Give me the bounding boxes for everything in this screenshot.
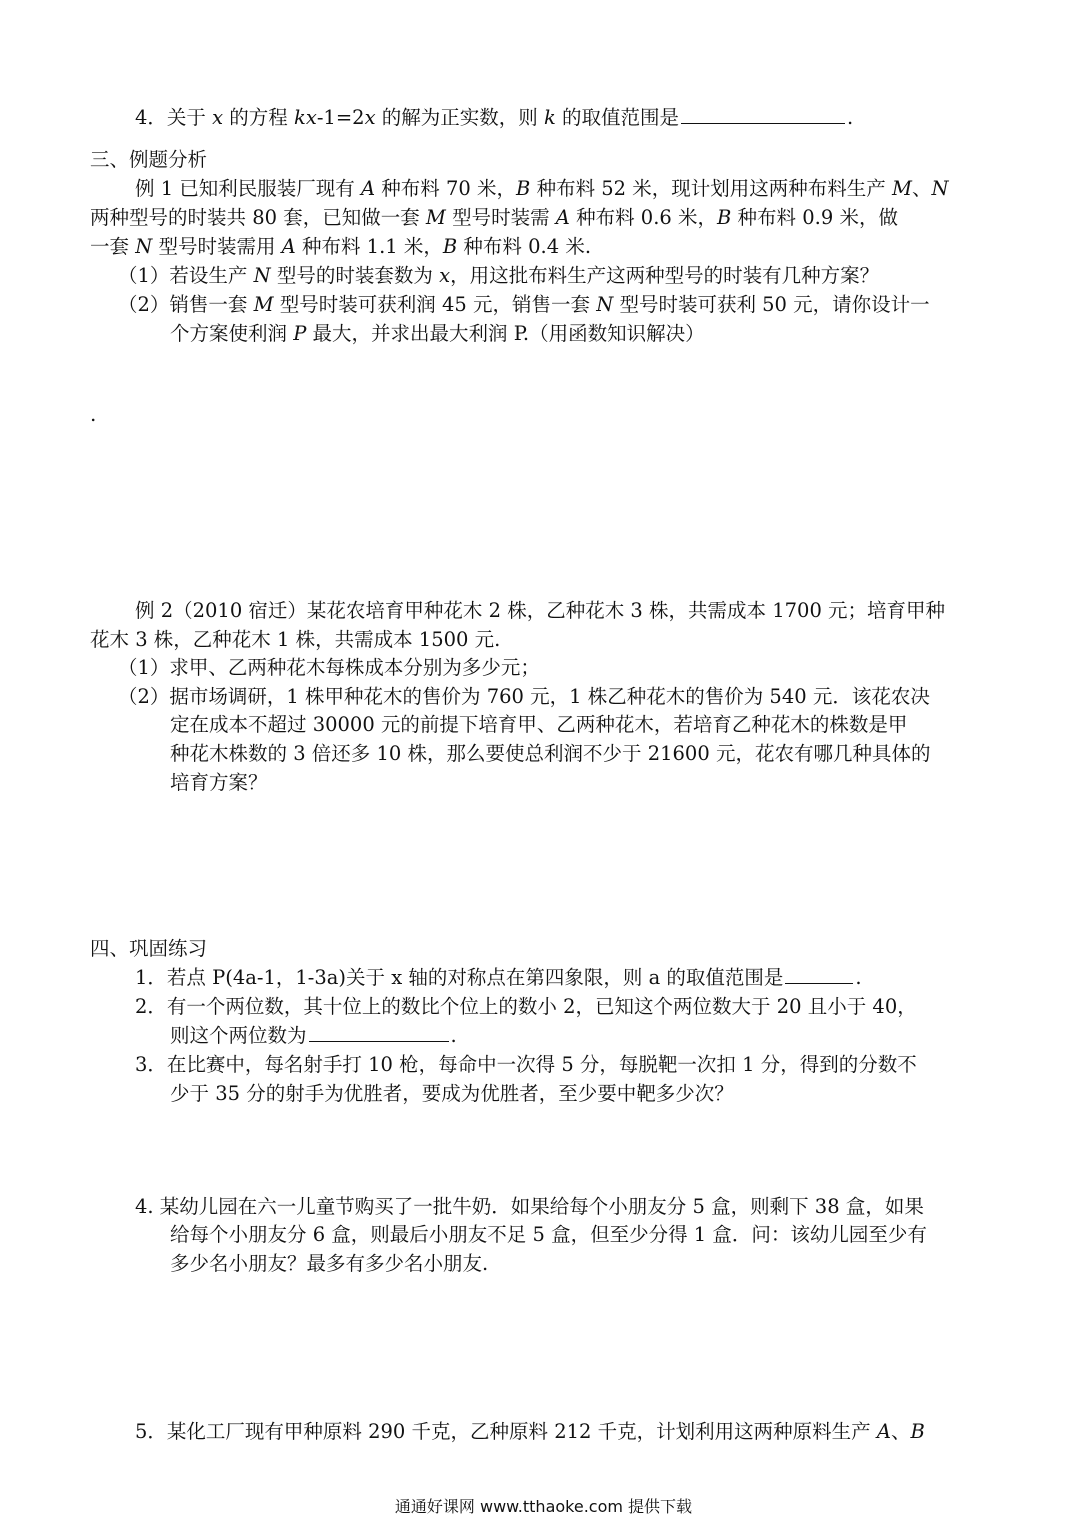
stray-dot: . <box>90 402 97 426</box>
var: B <box>717 206 732 229</box>
var-kx: kx <box>294 106 317 129</box>
text: 型号时装可获利 50 元，请你设计一 <box>613 293 930 316</box>
text: 则这个两位数为 <box>170 1024 307 1047</box>
text: 两种型号的时装共 80 套，已知做一套 <box>90 206 426 229</box>
var-x: x <box>364 106 376 129</box>
text: 种布料 70 米， <box>375 177 517 200</box>
example-2-part-2-line-2: 定在成本不超过 30000 元的前提下培育甲、乙两种花木，若培育乙种花木的株数是甲 <box>170 713 908 736</box>
text: 的取值范围是 <box>555 106 680 129</box>
text: 型号时装需用 <box>152 235 282 258</box>
example-2-part-2-line-1: （2）据市场调研，1 株甲种花木的售价为 760 元，1 株乙种花木的售价为 540 元．该花农决 <box>118 685 930 708</box>
text: （2）销售一套 <box>118 293 254 316</box>
var: A <box>361 177 376 200</box>
text: 种布料 52 米，现计划用这两种布料生产 <box>530 177 892 200</box>
exercise-1 <box>135 964 862 992</box>
example-1-part-2-line-1 <box>118 291 930 319</box>
answer-blank <box>681 105 845 124</box>
text: 型号时装需 <box>445 206 556 229</box>
answer-blank <box>785 965 853 984</box>
var: N <box>596 293 614 316</box>
var: A <box>281 235 296 258</box>
var: M <box>253 293 274 316</box>
text: 种布料 1.1 米， <box>295 235 443 258</box>
question-4-top <box>135 104 853 132</box>
exercise-3-line-1: 3．在比赛中，每名射手打 10 枪，每命中一次得 5 分，每脱靶一次扣 1 分，得到的分数不 <box>135 1053 917 1076</box>
example-2-line-1: 例 2（2010 宿迁）某花农培育甲种花木 2 株，乙种花木 3 株，共需成本 1700 元；培育甲种 <box>135 599 946 622</box>
example-1-line-2 <box>90 204 898 232</box>
example-1-line-3 <box>90 233 591 261</box>
exercise-5-line-1 <box>135 1418 925 1446</box>
text: 4．关于 <box>135 106 213 129</box>
exercise-4-line-2: 给每个小朋友分 6 盒，则最后小朋友不足 5 盒，但至少分得 1 盒．问：该幼儿园至少有 <box>170 1223 927 1246</box>
exercise-2-line-2 <box>170 1022 457 1050</box>
text: 种布料 0.4 米. <box>457 235 592 258</box>
example-2-line-2: 花木 3 株，乙种花木 1 株，共需成本 1500 元. <box>90 628 501 651</box>
var: N <box>931 177 949 200</box>
text: -1=2 <box>316 106 365 129</box>
example-2-part-2-line-4: 培育方案？ <box>170 771 268 794</box>
text: 型号时装可获利润 45 元，销售一套 <box>273 293 597 316</box>
var: x <box>439 264 451 287</box>
var: N <box>253 264 271 287</box>
text: 一套 <box>90 235 136 258</box>
var: A <box>876 1420 891 1443</box>
text: （1）若设生产 <box>118 264 254 287</box>
text: 的方程 <box>223 106 295 129</box>
text: . <box>847 106 854 129</box>
example-1-line-1 <box>135 175 949 203</box>
var-x: x <box>212 106 224 129</box>
text: 种布料 0.9 米，做 <box>731 206 898 229</box>
text: ，用这批布料生产这两种型号的时装有几种方案？ <box>450 264 880 287</box>
example-2-part-1: （1）求甲、乙两种花木每株成本分别为多少元； <box>118 656 540 679</box>
text: 1．若点 P(4a-1，1-3a)关于 x 轴的对称点在第四象限，则 a 的取值范围是 <box>135 966 784 989</box>
example-2-part-2-line-3: 种花木株数的 3 倍还多 10 株，那么要使总利润不少于 21600 元，花农有哪几种具体的 <box>170 742 931 765</box>
var-k: k <box>544 106 556 129</box>
text: 、 <box>911 177 932 200</box>
var: N <box>135 235 153 258</box>
section-4-title: 四、巩固练习 <box>90 937 208 960</box>
exercise-3-line-2: 少于 35 分的射手为优胜者，要成为优胜者，至少要中靶多少次？ <box>170 1082 734 1105</box>
text: 最大，并求出最大利润 P.（用函数知识解决） <box>306 322 705 345</box>
var: B <box>442 235 458 258</box>
text: . <box>450 1024 457 1047</box>
text: 5．某化工厂现有甲种原料 290 千克，乙种原料 212 千克，计划利用这两种原料生产 <box>135 1420 877 1443</box>
var: M <box>891 177 912 200</box>
text: 种布料 0.6 米， <box>569 206 717 229</box>
section-3-title: 三、例题分析 <box>90 148 208 171</box>
page-footer: 通通好课网 www.tthaoke.com 提供下载 <box>394 1497 693 1516</box>
text: 例 1 已知利民服装厂现有 <box>135 177 362 200</box>
text: 个方案使利润 <box>170 322 294 345</box>
var: B <box>910 1420 925 1443</box>
text: 的解为正实数，则 <box>375 106 544 129</box>
var: B <box>516 177 531 200</box>
text: 、 <box>890 1420 911 1443</box>
example-1-part-2-line-2 <box>170 320 705 348</box>
exercise-4-line-1: 4. 某幼儿园在六一儿童节购买了一批牛奶．如果给每个小朋友分 5 盒，则剩下 38 盒，如果 <box>135 1195 924 1218</box>
example-1-part-1 <box>118 262 879 290</box>
text: 型号的时装套数为 <box>270 264 440 287</box>
answer-blank <box>309 1023 449 1042</box>
var: M <box>425 206 446 229</box>
var: P <box>293 322 307 345</box>
text: . <box>855 966 862 989</box>
exercise-2-line-1: 2．有一个两位数，其十位上的数比个位上的数小 2，已知这个两位数大于 20 且小于 40， <box>135 995 917 1018</box>
var: A <box>555 206 570 229</box>
exercise-4-line-3: 多少名小朋友？最多有多少名小朋友. <box>170 1252 489 1275</box>
